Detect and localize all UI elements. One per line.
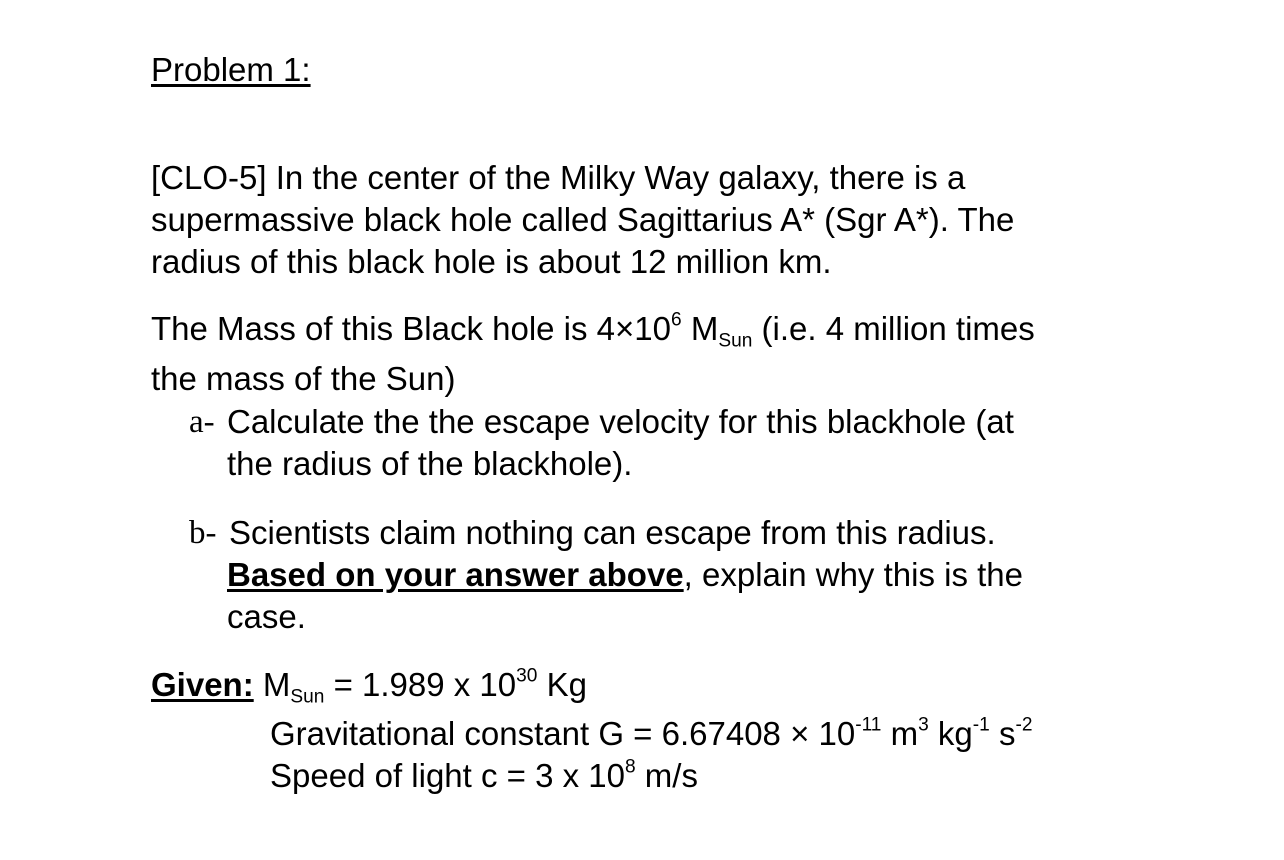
problem-title: Problem 1: xyxy=(151,51,311,88)
given-c-exponent: 8 xyxy=(625,756,636,778)
intro-line-3: radius of this black hole is about 12 million km. xyxy=(151,243,832,280)
given-g-line xyxy=(270,714,1033,752)
given-g-m: m xyxy=(881,715,919,752)
given-msun-line xyxy=(151,665,587,708)
intro-line-1: [CLO-5] In the center of the Milky Way galaxy, there is a xyxy=(151,159,966,196)
part-b-line-2 xyxy=(227,558,1023,591)
part-a-line-2: the radius of the blackhole). xyxy=(227,445,633,482)
given-g-kg-exponent: -1 xyxy=(972,714,990,736)
mass-statement-line-2: the mass of the Sun) xyxy=(151,360,456,397)
mass-statement xyxy=(151,309,1035,352)
mass-prefix: The Mass of this Black hole is 4×10 xyxy=(151,310,672,347)
given-c-text: Speed of light c = 3 x 10 xyxy=(270,757,625,794)
given-label: Given: xyxy=(151,666,254,703)
given-g-m-exponent: 3 xyxy=(918,714,929,736)
mass-suffix: (i.e. 4 million times xyxy=(761,310,1035,347)
given-g-exponent: -11 xyxy=(855,714,882,736)
given-msun-value: = 1.989 x 10 xyxy=(324,666,517,703)
mass-exponent: 6 xyxy=(671,309,682,331)
part-b-marker: b- xyxy=(189,515,217,551)
mass-sun-subscript: Sun xyxy=(718,330,753,352)
given-g-s: s xyxy=(989,715,1016,752)
given-g-kg: kg xyxy=(928,715,973,752)
part-b-line-1: Scientists claim nothing can escape from this radius. xyxy=(229,514,996,551)
part-a-marker: a- xyxy=(189,404,215,440)
given-c-unit: m/s xyxy=(635,757,698,794)
given-msun-subscript: Sun xyxy=(290,686,325,708)
given-msun-unit: Kg xyxy=(537,666,587,703)
part-b-line-3: case. xyxy=(227,598,306,635)
mass-m: M xyxy=(690,310,719,347)
given-g-s-exponent: -2 xyxy=(1015,714,1033,736)
part-a-line-1: Calculate the the escape velocity for this blackhole (at xyxy=(227,403,1014,440)
intro-line-2: supermassive black hole called Sagittarius A* (Sgr A*). The xyxy=(151,201,1015,238)
given-c-line xyxy=(270,756,698,794)
given-msun-m: M xyxy=(262,666,291,703)
given-g-text: Gravitational constant G = 6.67408 × 10 xyxy=(270,715,856,752)
given-msun-exponent: 30 xyxy=(516,665,538,687)
part-b-line-2-rest: , explain why this is the xyxy=(683,556,1023,593)
part-b-emphasis: Based on your answer above xyxy=(227,556,684,593)
